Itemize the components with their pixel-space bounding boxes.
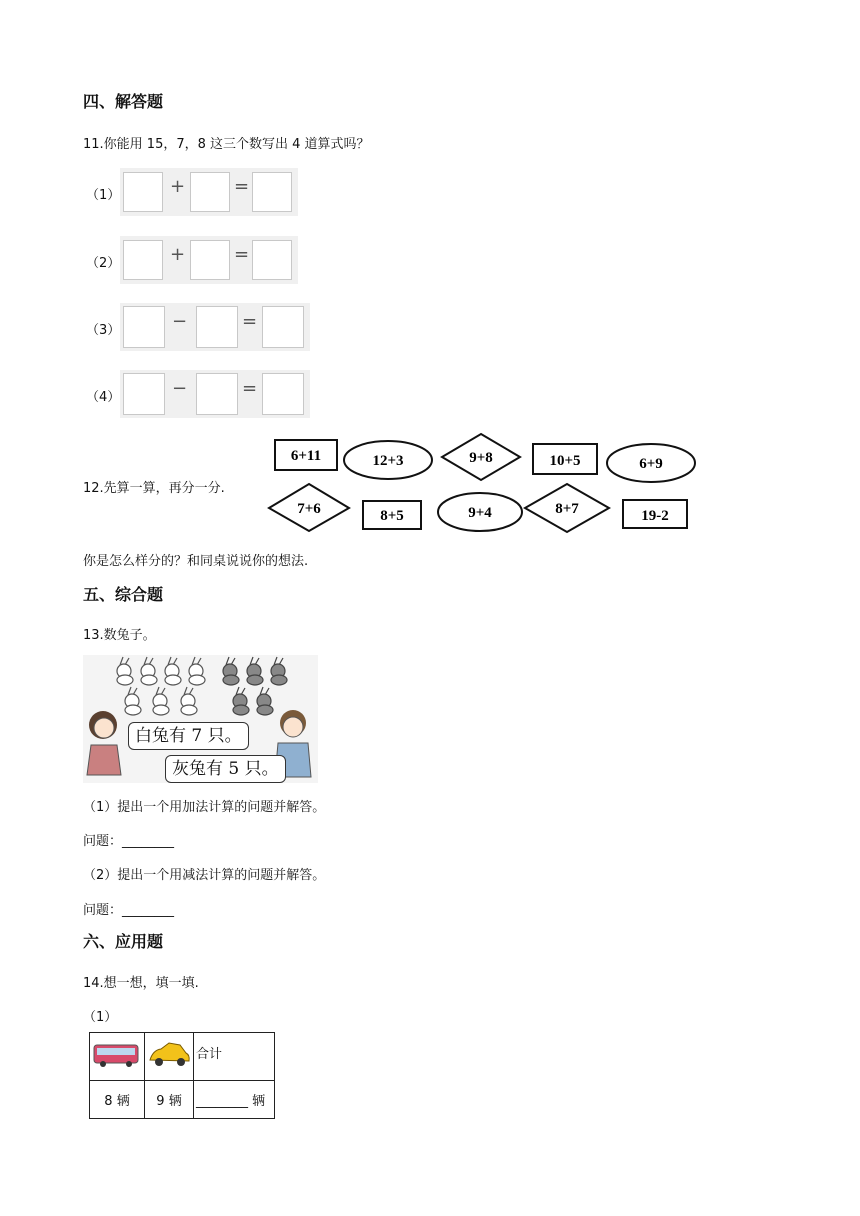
question-13-prompt: 13.数兔子。 — [83, 628, 156, 643]
section-title-4: 四、解答题 — [83, 92, 164, 111]
shape-label: 19-2 — [641, 508, 669, 524]
rabbits-illustration — [83, 655, 318, 783]
question-12-prompt: 12.先算一算，再分一分. — [83, 481, 225, 496]
question-11-prompt: 11.你能用 15，7，8 这三个数写出 4 道算式吗？ — [83, 137, 370, 152]
speech-bubble-white: 白兔有 7 只。 — [128, 722, 249, 750]
bus-header-cell — [90, 1033, 145, 1081]
question-13-answer-1[interactable]: 问题：________ — [83, 834, 175, 849]
equals-sign: = — [234, 176, 250, 197]
shape-label: 7+6 — [297, 501, 321, 517]
plus-sign: + — [170, 244, 186, 265]
section-title-5: 五、综合题 — [83, 585, 164, 604]
equation-row-2 — [86, 236, 306, 284]
answer-box[interactable] — [123, 306, 165, 348]
car-header-cell — [145, 1033, 194, 1081]
answer-box[interactable] — [123, 172, 163, 212]
answer-box[interactable] — [190, 172, 230, 212]
vehicle-count-table — [89, 1032, 275, 1119]
question-12-followup: 你是怎么样分的？和同桌说说你的想法. — [83, 554, 309, 569]
answer-box[interactable] — [123, 240, 163, 280]
shape-label: 6+11 — [290, 448, 322, 464]
question-14-prompt: 14.想一想，填一填. — [83, 976, 199, 991]
shape-diamond[interactable] — [442, 434, 520, 480]
shape-ellipse[interactable] — [344, 441, 432, 479]
shape-label: 9+8 — [469, 450, 493, 466]
answer-box[interactable] — [123, 373, 165, 415]
car-icon — [147, 1040, 191, 1070]
question-13-answer-2[interactable]: 问题：________ — [83, 903, 175, 918]
total-answer-cell[interactable]: ________ 辆 — [194, 1081, 275, 1119]
equation-image — [120, 168, 298, 216]
equation-label: （3） — [86, 323, 121, 338]
answer-box[interactable] — [252, 172, 292, 212]
equation-row-1 — [86, 168, 306, 216]
equation-label: （4） — [86, 390, 121, 405]
gray-rabbits — [223, 657, 287, 715]
shape-rect[interactable] — [275, 440, 337, 470]
equation-label: （2） — [86, 256, 121, 271]
equals-sign: = — [242, 378, 258, 399]
shape-diamond[interactable] — [269, 484, 349, 531]
equation-image — [120, 303, 310, 351]
minus-sign: − — [172, 378, 188, 399]
shape-label: 8+5 — [380, 508, 404, 524]
answer-box[interactable] — [196, 306, 238, 348]
question-14-sub: （1） — [83, 1010, 118, 1025]
equation-row-3 — [86, 303, 316, 351]
plus-sign: + — [170, 176, 186, 197]
sorting-shapes-figure — [262, 430, 702, 534]
equation-label: （1） — [86, 188, 121, 203]
equation-row-4 — [86, 370, 316, 418]
equation-image — [120, 370, 310, 418]
equals-sign: = — [234, 244, 250, 265]
shape-label: 12+3 — [372, 453, 404, 469]
answer-box[interactable] — [262, 373, 304, 415]
equals-sign: = — [242, 311, 258, 332]
total-header-cell: 合计 — [194, 1033, 275, 1081]
shape-diamond[interactable] — [525, 484, 609, 532]
answer-box[interactable] — [252, 240, 292, 280]
shape-label: 6+9 — [639, 456, 663, 472]
shape-ellipse[interactable] — [607, 444, 695, 482]
equation-image — [120, 236, 298, 284]
question-13-part-1: （1）提出一个用加法计算的问题并解答。 — [83, 800, 326, 815]
shape-rect[interactable] — [363, 501, 421, 529]
bus-icon — [92, 1041, 140, 1069]
shape-label: 8+7 — [555, 501, 579, 517]
shape-ellipse[interactable] — [438, 493, 522, 531]
answer-box[interactable] — [190, 240, 230, 280]
shape-label: 9+4 — [468, 505, 492, 521]
white-rabbits — [117, 657, 205, 715]
minus-sign: − — [172, 311, 188, 332]
section-title-6: 六、应用题 — [83, 932, 164, 951]
bus-count-cell: 8 辆 — [90, 1081, 145, 1119]
shape-rect[interactable] — [623, 500, 687, 528]
question-13-part-2: （2）提出一个用减法计算的问题并解答。 — [83, 868, 326, 883]
answer-box[interactable] — [262, 306, 304, 348]
speech-bubble-gray: 灰兔有 5 只。 — [165, 755, 286, 783]
car-count-cell: 9 辆 — [145, 1081, 194, 1119]
girl-figure — [87, 711, 121, 775]
shape-rect[interactable] — [533, 444, 597, 474]
shape-label: 10+5 — [549, 453, 581, 469]
answer-box[interactable] — [196, 373, 238, 415]
